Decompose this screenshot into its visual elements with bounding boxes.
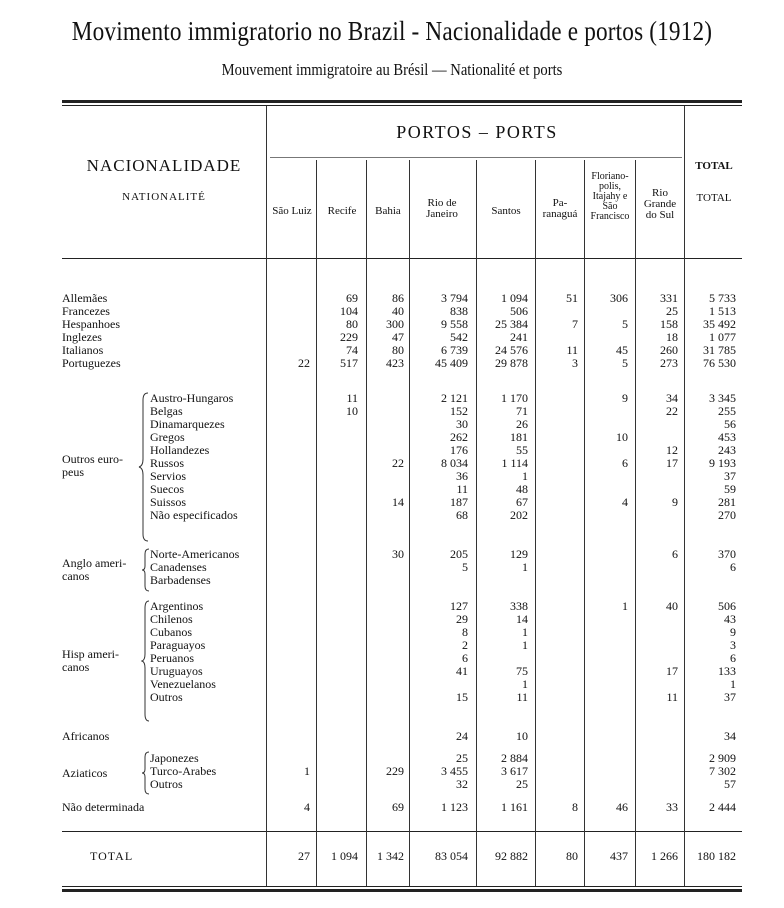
col-header-florianopolis: Floriano-polis, Itajahy e São Francisco: [590, 171, 630, 222]
table-row: [0, 665, 784, 678]
total-cell: 37: [724, 690, 736, 704]
total-cell: 133: [718, 664, 736, 678]
port-cell: 229: [340, 330, 358, 344]
port-cell: 29: [456, 612, 468, 626]
total-cell: 255: [718, 404, 736, 418]
row-label: Allemães: [62, 291, 108, 305]
total-cell: 506: [718, 599, 736, 613]
row-label: Hespanhoes: [62, 317, 120, 331]
total-cell: 370: [718, 547, 736, 561]
port-cell: 45 409: [435, 356, 468, 370]
nationality-header: NACIONALIDADE: [86, 156, 242, 175]
row-label: Peruanos: [150, 651, 194, 665]
port-cell: 22: [298, 356, 310, 370]
row-label: Outros: [150, 777, 183, 791]
total-cell: 35 492: [703, 317, 736, 331]
total-cell: 6: [730, 560, 736, 574]
port-cell: 3 794: [441, 291, 468, 305]
row-label: Canadenses: [150, 560, 207, 574]
row-label: Austro-Hungaros: [150, 391, 234, 405]
row-label: Turco-Arabes: [150, 764, 217, 778]
row-label: Gregos: [150, 430, 185, 444]
total-rule: [62, 831, 742, 832]
bottom-rule-thick: [62, 889, 742, 892]
port-cell: 47: [392, 330, 404, 344]
port-cell: 25: [456, 751, 468, 765]
port-cell: 152: [450, 404, 468, 418]
port-cell: 18: [666, 330, 678, 344]
port-cell: 22: [666, 404, 678, 418]
port-cell: 1 123: [441, 800, 468, 814]
row-label: Portuguezes: [62, 356, 121, 370]
total-cell: 453: [718, 430, 736, 444]
top-rule-thin: [62, 105, 742, 106]
row-label: Francezes: [62, 304, 110, 318]
port-cell: 25: [516, 777, 528, 791]
total-header: TOTAL: [695, 160, 733, 172]
port-cell: 1: [522, 625, 528, 639]
table-row: [0, 639, 784, 652]
port-total-cell: 27: [298, 849, 310, 863]
port-cell: 1 170: [501, 391, 528, 405]
group-label-outros-europeus: Outros euro-peus: [62, 452, 123, 479]
port-cell: 9: [622, 391, 628, 405]
total-cell: 37: [724, 469, 736, 483]
port-cell: 1 094: [501, 291, 528, 305]
port-cell: 300: [386, 317, 404, 331]
group-label-aziaticos: Aziaticos: [62, 766, 108, 780]
total-row-label: TOTAL: [90, 849, 134, 863]
port-cell: 202: [510, 508, 528, 522]
table-row: [0, 509, 784, 522]
row-label: Africanos: [62, 729, 110, 743]
port-cell: 69: [346, 291, 358, 305]
row-label: Cubanos: [150, 625, 192, 639]
row-label: Inglezes: [62, 330, 102, 344]
port-cell: 24 576: [495, 343, 528, 357]
row-label: Servios: [150, 469, 186, 483]
row-label: Chilenos: [150, 612, 193, 626]
port-cell: 2 121: [441, 391, 468, 405]
port-cell: 4: [622, 495, 628, 509]
port-cell: 176: [450, 443, 468, 457]
port-cell: 24: [456, 729, 468, 743]
row-label: Não determinada: [62, 800, 145, 814]
total-cell: 34: [724, 729, 736, 743]
port-cell: 14: [516, 612, 528, 626]
port-cell: 338: [510, 599, 528, 613]
port-cell: 1: [522, 677, 528, 691]
port-cell: 46: [616, 800, 628, 814]
table-row: [0, 548, 784, 561]
port-cell: 11: [456, 482, 468, 496]
row-label: Belgas: [150, 404, 183, 418]
page-title: Movimento immigratorio no Brazil - Nacionalidade e portos (1912): [71, 16, 713, 46]
port-cell: 10: [616, 430, 628, 444]
port-cell: 55: [516, 443, 528, 457]
row-label: Paraguayos: [150, 638, 206, 652]
port-cell: 2 884: [501, 751, 528, 765]
port-cell: 542: [450, 330, 468, 344]
row-label: Não especificados: [150, 508, 238, 522]
row-label: Italianos: [62, 343, 104, 357]
port-cell: 1: [522, 469, 528, 483]
port-cell: 1 161: [501, 800, 528, 814]
port-cell: 7: [572, 317, 578, 331]
port-cell: 5: [622, 317, 628, 331]
port-cell: 10: [516, 729, 528, 743]
port-cell: 1: [304, 764, 310, 778]
port-cell: 67: [516, 495, 528, 509]
port-cell: 6 739: [441, 343, 468, 357]
total-cell: 59: [724, 482, 736, 496]
col-header-recife: Recife: [327, 205, 357, 217]
port-cell: 40: [666, 599, 678, 613]
port-cell: 1 114: [501, 456, 528, 470]
row-label: Norte-Americanos: [150, 547, 240, 561]
row-label: Outros: [150, 690, 183, 704]
port-cell: 3 617: [501, 764, 528, 778]
port-total-cell: 437: [610, 849, 628, 863]
port-cell: 11: [516, 690, 528, 704]
port-total-cell: 1 094: [331, 849, 358, 863]
port-cell: 1: [522, 638, 528, 652]
row-label: Russos: [150, 456, 185, 470]
top-rule: [62, 100, 742, 103]
row-label: Venezuelanos: [150, 677, 216, 691]
port-cell: 11: [666, 690, 678, 704]
total-cell: 56: [724, 417, 736, 431]
total-cell: 6: [730, 651, 736, 665]
port-cell: 260: [660, 343, 678, 357]
port-cell: 10: [346, 404, 358, 418]
port-cell: 273: [660, 356, 678, 370]
row-label: Japonezes: [150, 751, 199, 765]
total-cell: 2 444: [709, 800, 736, 814]
port-cell: 4: [304, 800, 310, 814]
port-total-cell: 1 342: [377, 849, 404, 863]
port-cell: 1: [622, 599, 628, 613]
total-row: [0, 850, 784, 863]
table-row: [0, 574, 784, 587]
port-cell: 5: [462, 560, 468, 574]
col-header-rio-de-janeiro: Rio de Janeiro: [426, 197, 458, 220]
row-label: Barbadenses: [150, 573, 211, 587]
port-cell: 158: [660, 317, 678, 331]
port-cell: 80: [392, 343, 404, 357]
port-cell: 68: [456, 508, 468, 522]
port-cell: 29 878: [495, 356, 528, 370]
port-cell: 40: [392, 304, 404, 318]
port-cell: 14: [392, 495, 404, 509]
port-cell: 86: [392, 291, 404, 305]
table-row: [0, 405, 784, 418]
port-cell: 241: [510, 330, 528, 344]
port-cell: 32: [456, 777, 468, 791]
port-cell: 6: [672, 547, 678, 561]
port-cell: 17: [666, 664, 678, 678]
table-row: [0, 470, 784, 483]
total-cell: 5 733: [709, 291, 736, 305]
port-cell: 11: [566, 343, 578, 357]
row-label: Hollandezes: [150, 443, 210, 457]
col-header-sao-luiz: São Luiz: [272, 205, 312, 217]
table-row: [0, 418, 784, 431]
port-cell: 129: [510, 547, 528, 561]
port-cell: 5: [622, 356, 628, 370]
port-cell: 30: [456, 417, 468, 431]
port-cell: 838: [450, 304, 468, 318]
port-cell: 22: [392, 456, 404, 470]
port-cell: 33: [666, 800, 678, 814]
row-label: Suecos: [150, 482, 184, 496]
port-cell: 17: [666, 456, 678, 470]
table-row: [0, 765, 784, 778]
page-subtitle: Mouvement immigratoire au Brésil — Nationalité et ports: [221, 60, 563, 79]
row-label: Uruguayos: [150, 664, 203, 678]
nationality-header-fr: NATIONALITÉ: [122, 191, 206, 203]
port-cell: 6: [462, 651, 468, 665]
total-cell: 9: [730, 625, 736, 639]
port-cell: 2: [462, 638, 468, 652]
port-cell: 187: [450, 495, 468, 509]
table-row: [0, 778, 784, 791]
port-cell: 36: [456, 469, 468, 483]
port-cell: 229: [386, 764, 404, 778]
port-cell: 12: [666, 443, 678, 457]
total-cell: 2 909: [709, 751, 736, 765]
total-cell: 3 345: [709, 391, 736, 405]
port-cell: 69: [392, 800, 404, 814]
port-cell: 506: [510, 304, 528, 318]
port-cell: 34: [666, 391, 678, 405]
table-row: [0, 357, 784, 370]
port-cell: 75: [516, 664, 528, 678]
total-cell: 1: [730, 677, 736, 691]
port-cell: 306: [610, 291, 628, 305]
table-row: [0, 457, 784, 470]
port-cell: 80: [346, 317, 358, 331]
header-bottom-rule: [62, 258, 742, 259]
bottom-rule: [62, 886, 742, 887]
port-cell: 71: [516, 404, 528, 418]
port-cell: 15: [456, 690, 468, 704]
total-cell: 9 193: [709, 456, 736, 470]
table-row: [0, 600, 784, 613]
port-cell: 25 384: [495, 317, 528, 331]
port-cell: 181: [510, 430, 528, 444]
table-row: [0, 496, 784, 509]
ports-header: PORTOS – PORTS: [396, 122, 558, 142]
port-cell: 45: [616, 343, 628, 357]
port-cell: 8: [462, 625, 468, 639]
port-cell: 423: [386, 356, 404, 370]
port-cell: 9: [672, 495, 678, 509]
table-row: [0, 613, 784, 626]
total-cell: 1 513: [709, 304, 736, 318]
port-total-cell: 83 054: [435, 849, 468, 863]
port-cell: 41: [456, 664, 468, 678]
port-cell: 3: [572, 356, 578, 370]
port-cell: 30: [392, 547, 404, 561]
port-cell: 205: [450, 547, 468, 561]
grand-total-cell: 180 182: [697, 849, 736, 863]
port-cell: 6: [622, 456, 628, 470]
total-cell: 31 785: [703, 343, 736, 357]
port-cell: 26: [516, 417, 528, 431]
port-cell: 11: [346, 391, 358, 405]
total-cell: 243: [718, 443, 736, 457]
total-header-fr: TOTAL: [696, 192, 732, 204]
total-cell: 76 530: [703, 356, 736, 370]
col-header-santos: Santos: [491, 205, 521, 217]
row-label: Dinamarquezes: [150, 417, 225, 431]
port-cell: 331: [660, 291, 678, 305]
port-cell: 9 558: [441, 317, 468, 331]
table-row: [0, 691, 784, 704]
group-label-anglo-americanos: Anglo ameri-canos: [62, 556, 127, 583]
total-cell: 281: [718, 495, 736, 509]
col-header-paranagua: Pa-ranaguá: [542, 197, 578, 220]
total-cell: 270: [718, 508, 736, 522]
total-cell: 7 302: [709, 764, 736, 778]
row-label: Suissos: [150, 495, 187, 509]
port-cell: 8: [572, 800, 578, 814]
table-row: [0, 730, 784, 743]
table-row: [0, 801, 784, 814]
port-cell: 262: [450, 430, 468, 444]
total-cell: 1 077: [709, 330, 736, 344]
port-total-cell: 80: [566, 849, 578, 863]
port-cell: 51: [566, 291, 578, 305]
port-cell: 517: [340, 356, 358, 370]
port-total-cell: 1 266: [651, 849, 678, 863]
ports-underline: [270, 157, 682, 158]
table-row: [0, 626, 784, 639]
port-cell: 25: [666, 304, 678, 318]
port-cell: 3 455: [441, 764, 468, 778]
col-header-rio-grande-do-sul: Rio Grande do Sul: [643, 187, 677, 221]
row-label: Argentinos: [150, 599, 204, 613]
port-cell: 104: [340, 304, 358, 318]
table-row: [0, 561, 784, 574]
port-cell: 1: [522, 560, 528, 574]
port-total-cell: 92 882: [495, 849, 528, 863]
port-cell: 127: [450, 599, 468, 613]
col-header-bahia: Bahia: [375, 205, 401, 217]
port-cell: 48: [516, 482, 528, 496]
port-cell: 74: [346, 343, 358, 357]
group-label-hisp-americanos: Hisp ameri-canos: [62, 647, 119, 674]
total-cell: 3: [730, 638, 736, 652]
total-cell: 57: [724, 777, 736, 791]
total-cell: 43: [724, 612, 736, 626]
port-cell: 8 034: [441, 456, 468, 470]
